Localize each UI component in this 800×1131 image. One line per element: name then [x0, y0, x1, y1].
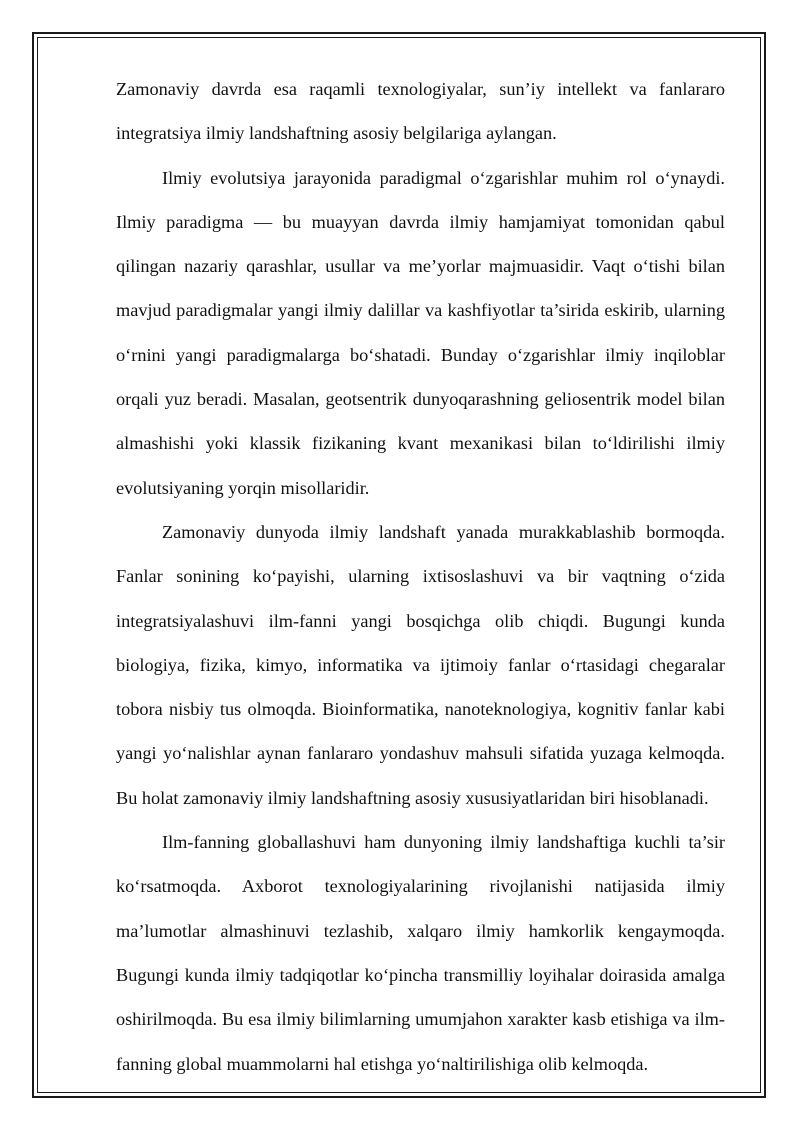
paragraph-continuation: Zamonaviy davrda esa raqamli texnologiyalar, sun’iy intellekt va fanlararo integratsiya ilmiy landshaftning asosiy belgilariga aylangan. — [116, 79, 725, 144]
paragraph-modern-landscape: Zamonaviy dunyoda ilmiy landshaft yanada murakkablashib bormoqda. Fanlar sonining ko‘payishi, ularning ixtisoslashuvi va bir vaqtning o‘zida integratsiyalashuvi ilm-fanni yangi bosqichga olib chiqdi. Bugungi kunda biologiya, fizika, kimyo, informatika va ijtimoiy fanlar o‘rtasidagi chegaralar tobora nisbiy tus olmoqda. Bioinformatika, nanoteknologiya, kognitiv fanlar kabi yangi yo‘nalishlar aynan fanlararo yondashuv mahsuli sifatida yuzaga kelmoqda. Bu holat zamonaviy ilmiy landshaftning asosiy xususiyatlaridan biri hisoblanadi. — [116, 521, 725, 808]
paragraph-globalization: Ilm-fanning globallashuvi ham dunyoning ilmiy landshaftiga kuchli ta’sir ko‘rsatmoqda. Axborot texnologiyalarining rivojlanishi natijasida ilmiy ma’lumotlar almashinuvi tezlashib, xalqaro ilmiy hamkorlik kengaymoqda. Bugungi kunda ilmiy tadqiqotlar ko‘pincha transmilliy loyihalar doirasida amalga oshirilmoqda. Bu esa ilmiy bilimlarning umumjahon xarakter kasb etishiga va ilm-fanning global muammolarni hal etishga yo‘naltirilishiga olib kelmoqda. — [116, 832, 725, 1074]
paragraph-paradigm-shifts: Ilmiy evolutsiya jarayonida paradigmal o‘zgarishlar muhim rol o‘ynaydi. Ilmiy paradigma — bu muayyan davrda ilmiy hamjamiyat tomonidan qabul qilingan nazariy qarashlar, usullar va me’yorlar majmuasidir. Vaqt o‘tishi bilan mavjud paradigmalar yangi ilmiy dalillar va kashfiyotlar ta’sirida eskirib, ularning o‘rnini yangi paradigmalarga bo‘shatadi. Bunday o‘zgarishlar ilmiy inqiloblar orqali yuz beradi. Masalan, geotsentrik dunyoqarashning geliosentrik model bilan almashishi yoki klassik fizikaning kvant mexanikasi bilan to‘ldirilishi ilmiy evolutsiyaning yorqin misollaridir. — [116, 167, 725, 498]
document-body — [116, 67, 725, 1086]
